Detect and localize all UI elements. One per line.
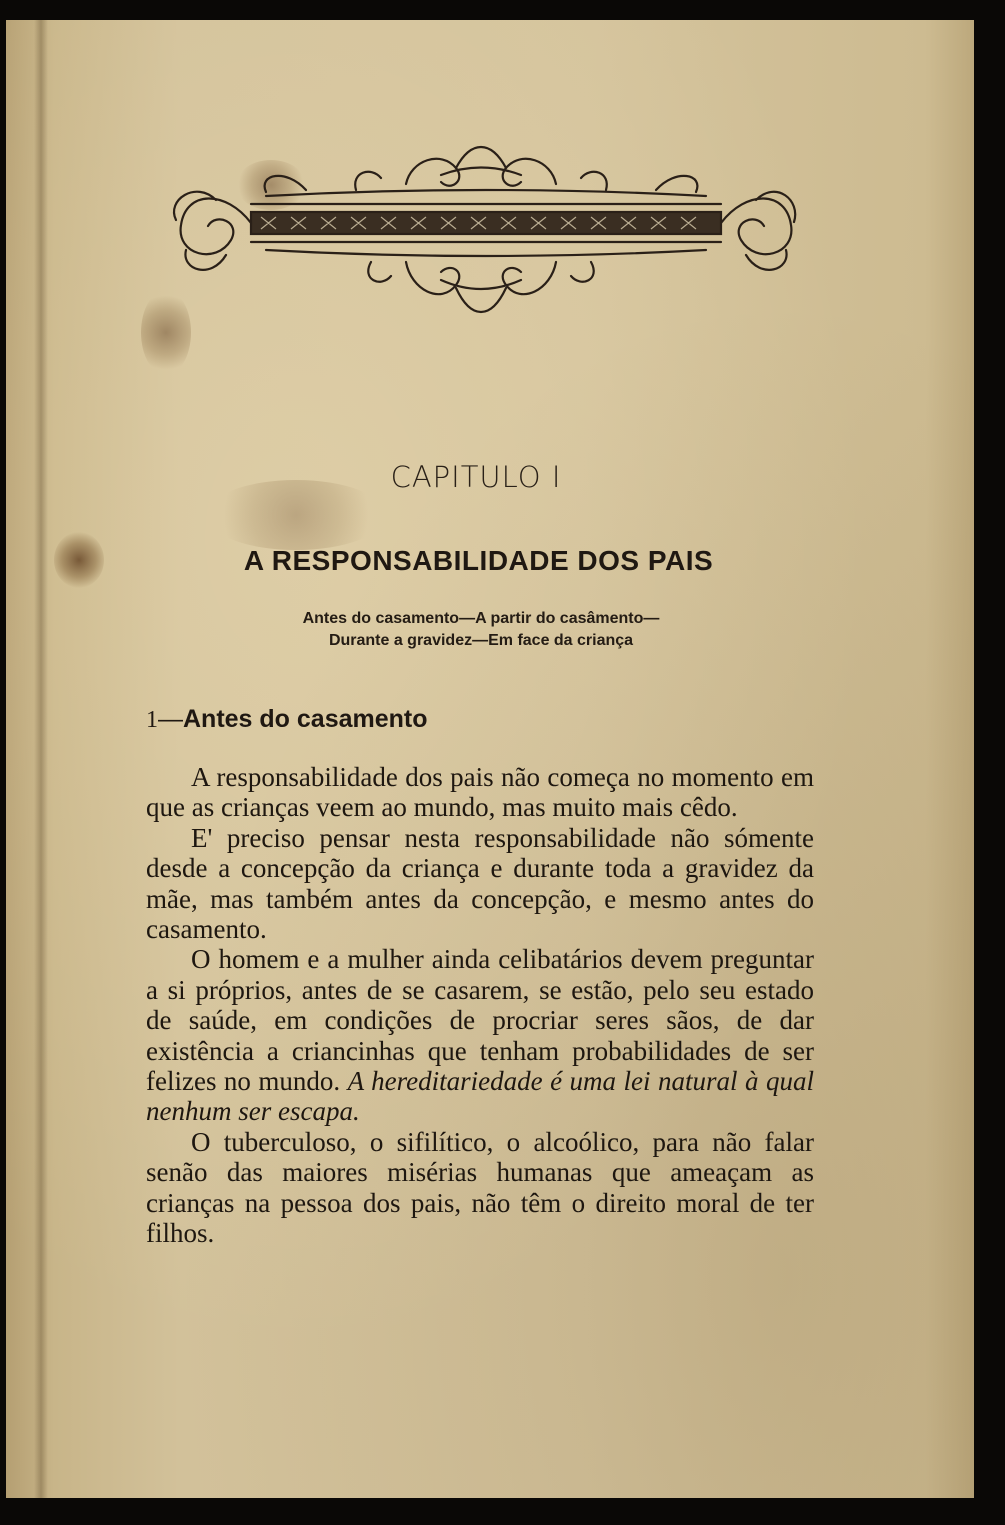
book-page bbox=[6, 20, 974, 1498]
section-label: Antes do casamento bbox=[183, 705, 428, 733]
chapter-heading: CAPITULO I bbox=[390, 460, 562, 494]
paragraph: A responsabilidade dos pais não começa no momento em que as crianças veem ao mundo, mas muito mais cêdo. bbox=[146, 762, 814, 823]
page-fold-shadow bbox=[34, 20, 48, 1498]
section-heading bbox=[146, 705, 428, 734]
paragraph: O tuberculoso, o sifilítico, o alcoólico, para não falar senão das maiores misérias humanas que ameaçam as crianças na pessoa dos pais, não têm o direito moral de ter filhos. bbox=[146, 1126, 814, 1249]
decorative-ornament-icon bbox=[156, 130, 806, 345]
paragraph bbox=[146, 944, 814, 1126]
body-text bbox=[146, 762, 814, 1249]
italic-sentence: A hereditariedade é uma lei natural à qual nenhum ser escapa. bbox=[146, 1066, 814, 1127]
chapter-title: A RESPONSABILIDADE DOS PAIS bbox=[243, 545, 714, 576]
paragraph-text: O homem e a mulher ainda celibatários devem preguntar a si próprios, antes de se casarem, se estão, pelo seu estado de saúde, em condições de procriar seres sãos, de dar existência a criancinhas que tenham probabilidades de ser felizes no mundo. bbox=[146, 944, 814, 1097]
paragraph: E' preciso pensar nesta responsabilidade não sómente desde a concepção da criança e durante toda a gravidez da mãe, mas também antes da concepção, e mesmo antes do casamento. bbox=[146, 822, 814, 945]
section-separator: — bbox=[158, 705, 183, 733]
section-number: 1 bbox=[146, 707, 158, 733]
chapter-summary: Antes do casamento—A partir do casâmento—Durante a gravidez—Em face da criança bbox=[302, 610, 660, 649]
